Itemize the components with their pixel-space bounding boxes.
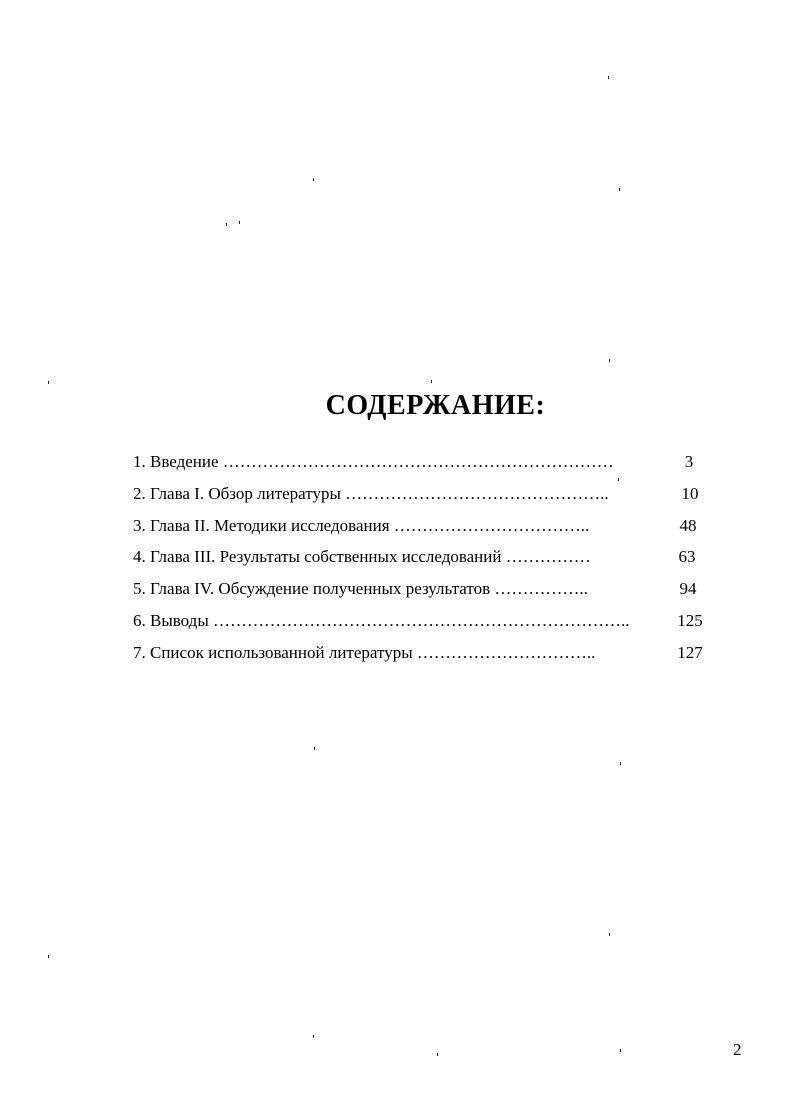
scan-speck bbox=[239, 221, 240, 224]
scan-speck bbox=[437, 1053, 438, 1056]
toc-entry-label: 1. Введение …………………………………………………………… bbox=[133, 452, 614, 471]
scan-speck bbox=[609, 933, 610, 936]
toc-entry-page: 125 bbox=[677, 610, 703, 630]
scan-speck bbox=[608, 76, 609, 79]
toc-entry bbox=[133, 478, 713, 510]
page-number: 2 bbox=[733, 1040, 742, 1059]
toc-entry-label: 3. Глава II. Методики исследования …………………………….. bbox=[133, 515, 590, 535]
scan-speck bbox=[620, 1049, 621, 1052]
scan-speck bbox=[431, 380, 432, 383]
scan-speck bbox=[314, 747, 315, 750]
toc-entry-page: 3 bbox=[684, 452, 694, 471]
toc-entry-page: 94 bbox=[679, 579, 697, 599]
toc-entry bbox=[133, 637, 713, 669]
toc-entry-page: 63 bbox=[678, 547, 696, 567]
toc-entry bbox=[133, 541, 713, 573]
scan-speck bbox=[609, 359, 610, 362]
table-of-contents bbox=[133, 446, 713, 669]
toc-entry bbox=[133, 446, 713, 478]
toc-entry-label: 7. Список использованной литературы ………………………….. bbox=[133, 642, 596, 662]
toc-entry-label: 5. Глава IV. Обсуждение полученных результатов …………….. bbox=[133, 579, 588, 599]
scan-speck bbox=[226, 223, 227, 226]
scan-speck bbox=[619, 188, 620, 191]
toc-entry-page: 10 bbox=[681, 483, 699, 503]
toc-entry-label: 2. Глава I. Обзор литературы ……………………………………….. bbox=[133, 483, 609, 503]
scan-speck bbox=[620, 762, 621, 765]
scan-speck bbox=[48, 381, 49, 384]
toc-entry-label: 6. Выводы ……………………………………………………………….. bbox=[133, 610, 630, 630]
toc-entry bbox=[133, 573, 713, 605]
toc-entry-label: 4. Глава III. Результаты собственных исследований …………… bbox=[133, 547, 591, 567]
scan-speck bbox=[48, 955, 49, 958]
toc-entry bbox=[133, 510, 713, 542]
toc-entry bbox=[133, 605, 713, 637]
scan-speck bbox=[313, 178, 314, 181]
page-title: СОДЕРЖАНИЕ: bbox=[325, 390, 546, 421]
scan-speck bbox=[313, 1035, 314, 1038]
toc-entry-page: 127 bbox=[677, 642, 703, 662]
toc-entry-page: 48 bbox=[679, 515, 697, 535]
